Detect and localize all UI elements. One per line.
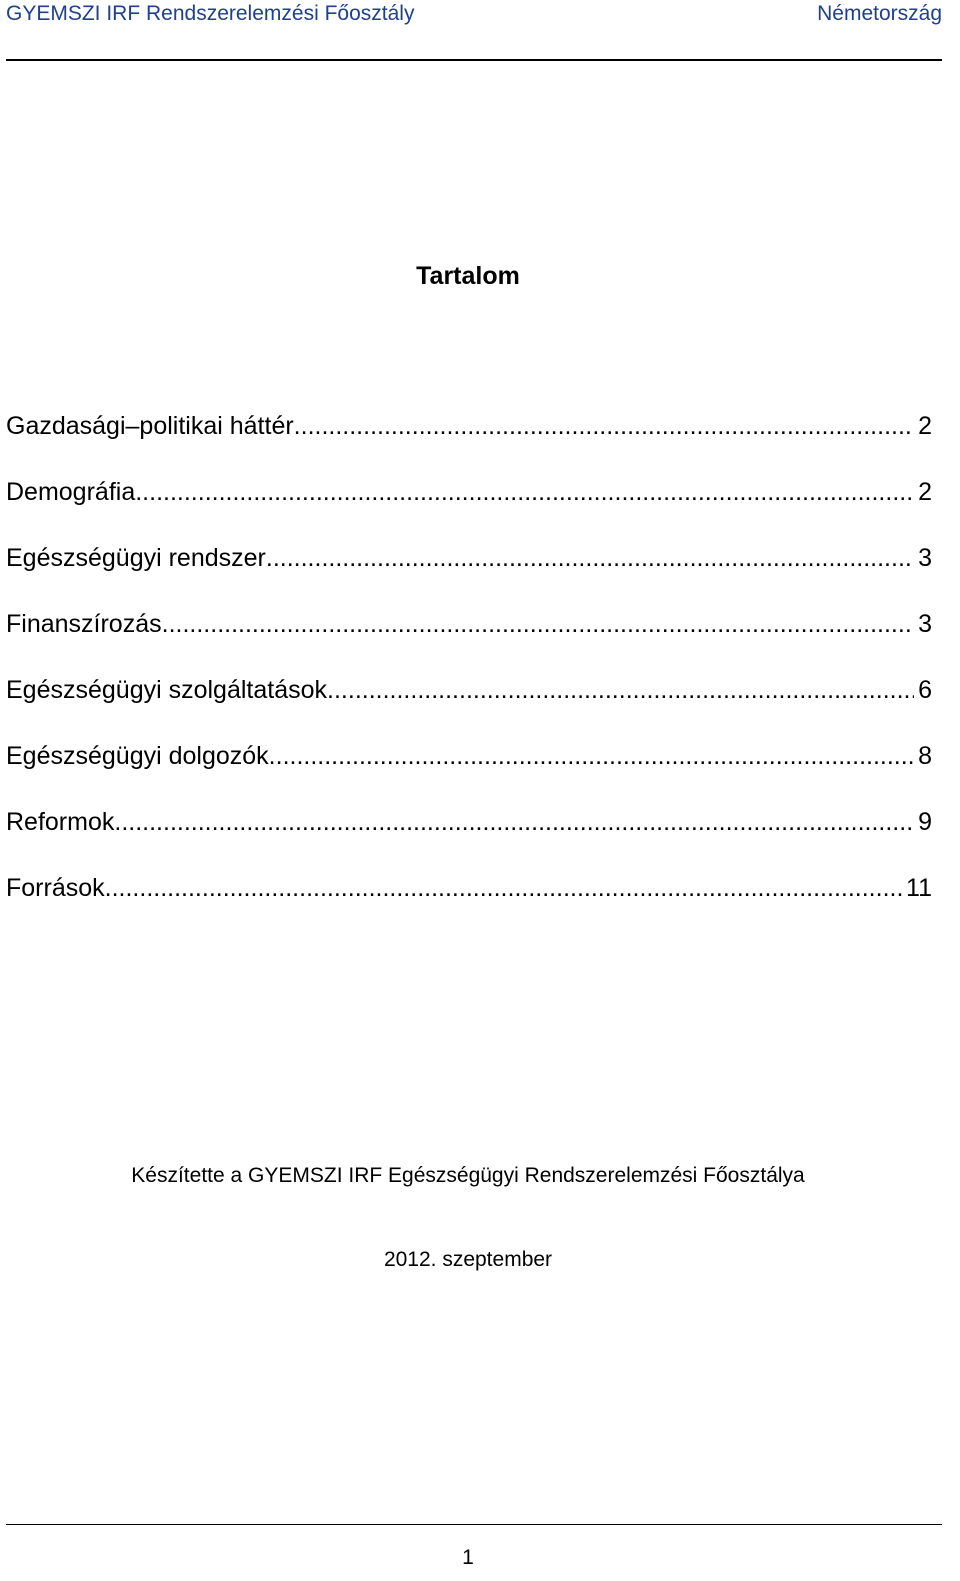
toc-entry-label: Reformok xyxy=(6,808,115,836)
author-credit: Készítette a GYEMSZI IRF Egészségügyi Rendszerelemzési Főosztálya xyxy=(131,1164,805,1187)
toc-entry-egeszsegugyi-dolgozok[interactable] xyxy=(6,739,932,805)
toc-entry-page: 2 xyxy=(918,478,932,506)
toc-entry-finanszirozas[interactable] xyxy=(6,607,932,673)
header-country: Németország xyxy=(817,2,942,25)
header-organization: GYEMSZI IRF Rendszerelemzési Főosztály xyxy=(6,2,415,25)
page-header xyxy=(6,0,942,36)
toc-entry-label: Egészségügyi dolgozók xyxy=(6,742,269,770)
toc-entry-reformok[interactable] xyxy=(6,805,932,871)
toc-dot-leader xyxy=(269,739,914,773)
table-of-contents xyxy=(6,409,932,937)
toc-dot-leader xyxy=(327,673,914,707)
publication-date: 2012. szeptember xyxy=(383,1248,553,1271)
toc-entry-forrasok[interactable] xyxy=(6,871,932,937)
toc-entry-egeszsegugyi-rendszer[interactable] xyxy=(6,541,932,607)
toc-dot-leader xyxy=(162,607,914,641)
toc-entry-page: 6 xyxy=(918,676,932,704)
toc-entry-page: 3 xyxy=(918,544,932,572)
toc-entry-page: 11 xyxy=(906,874,932,902)
toc-entry-page: 2 xyxy=(918,412,932,440)
toc-dot-leader xyxy=(294,409,914,443)
toc-entry-label: Gazdasági–politikai háttér xyxy=(6,412,294,440)
toc-entry-page: 8 xyxy=(918,742,932,770)
toc-dot-leader xyxy=(266,541,914,575)
toc-entry-label: Egészségügyi szolgáltatások xyxy=(6,676,328,704)
header-divider xyxy=(6,59,942,61)
toc-dot-leader xyxy=(105,871,902,905)
toc-entry-egeszsegugyi-szolgaltatasok[interactable] xyxy=(6,673,932,739)
toc-entry-label: Finanszírozás xyxy=(6,610,162,638)
toc-entry-gazdasagi-politikai-hatter[interactable] xyxy=(6,409,932,475)
toc-entry-label: Egészségügyi rendszer xyxy=(6,544,266,572)
toc-title: Tartalom xyxy=(416,262,520,290)
toc-dot-leader xyxy=(135,475,914,509)
toc-entry-page: 3 xyxy=(918,610,932,638)
page-number: 1 xyxy=(462,1546,474,1569)
toc-entry-page: 9 xyxy=(918,808,932,836)
toc-entry-label: Források xyxy=(6,874,105,902)
toc-dot-leader xyxy=(114,805,914,839)
footer-divider xyxy=(6,1524,942,1525)
toc-entry-demografia[interactable] xyxy=(6,475,932,541)
toc-entry-label: Demográfia xyxy=(6,478,136,506)
